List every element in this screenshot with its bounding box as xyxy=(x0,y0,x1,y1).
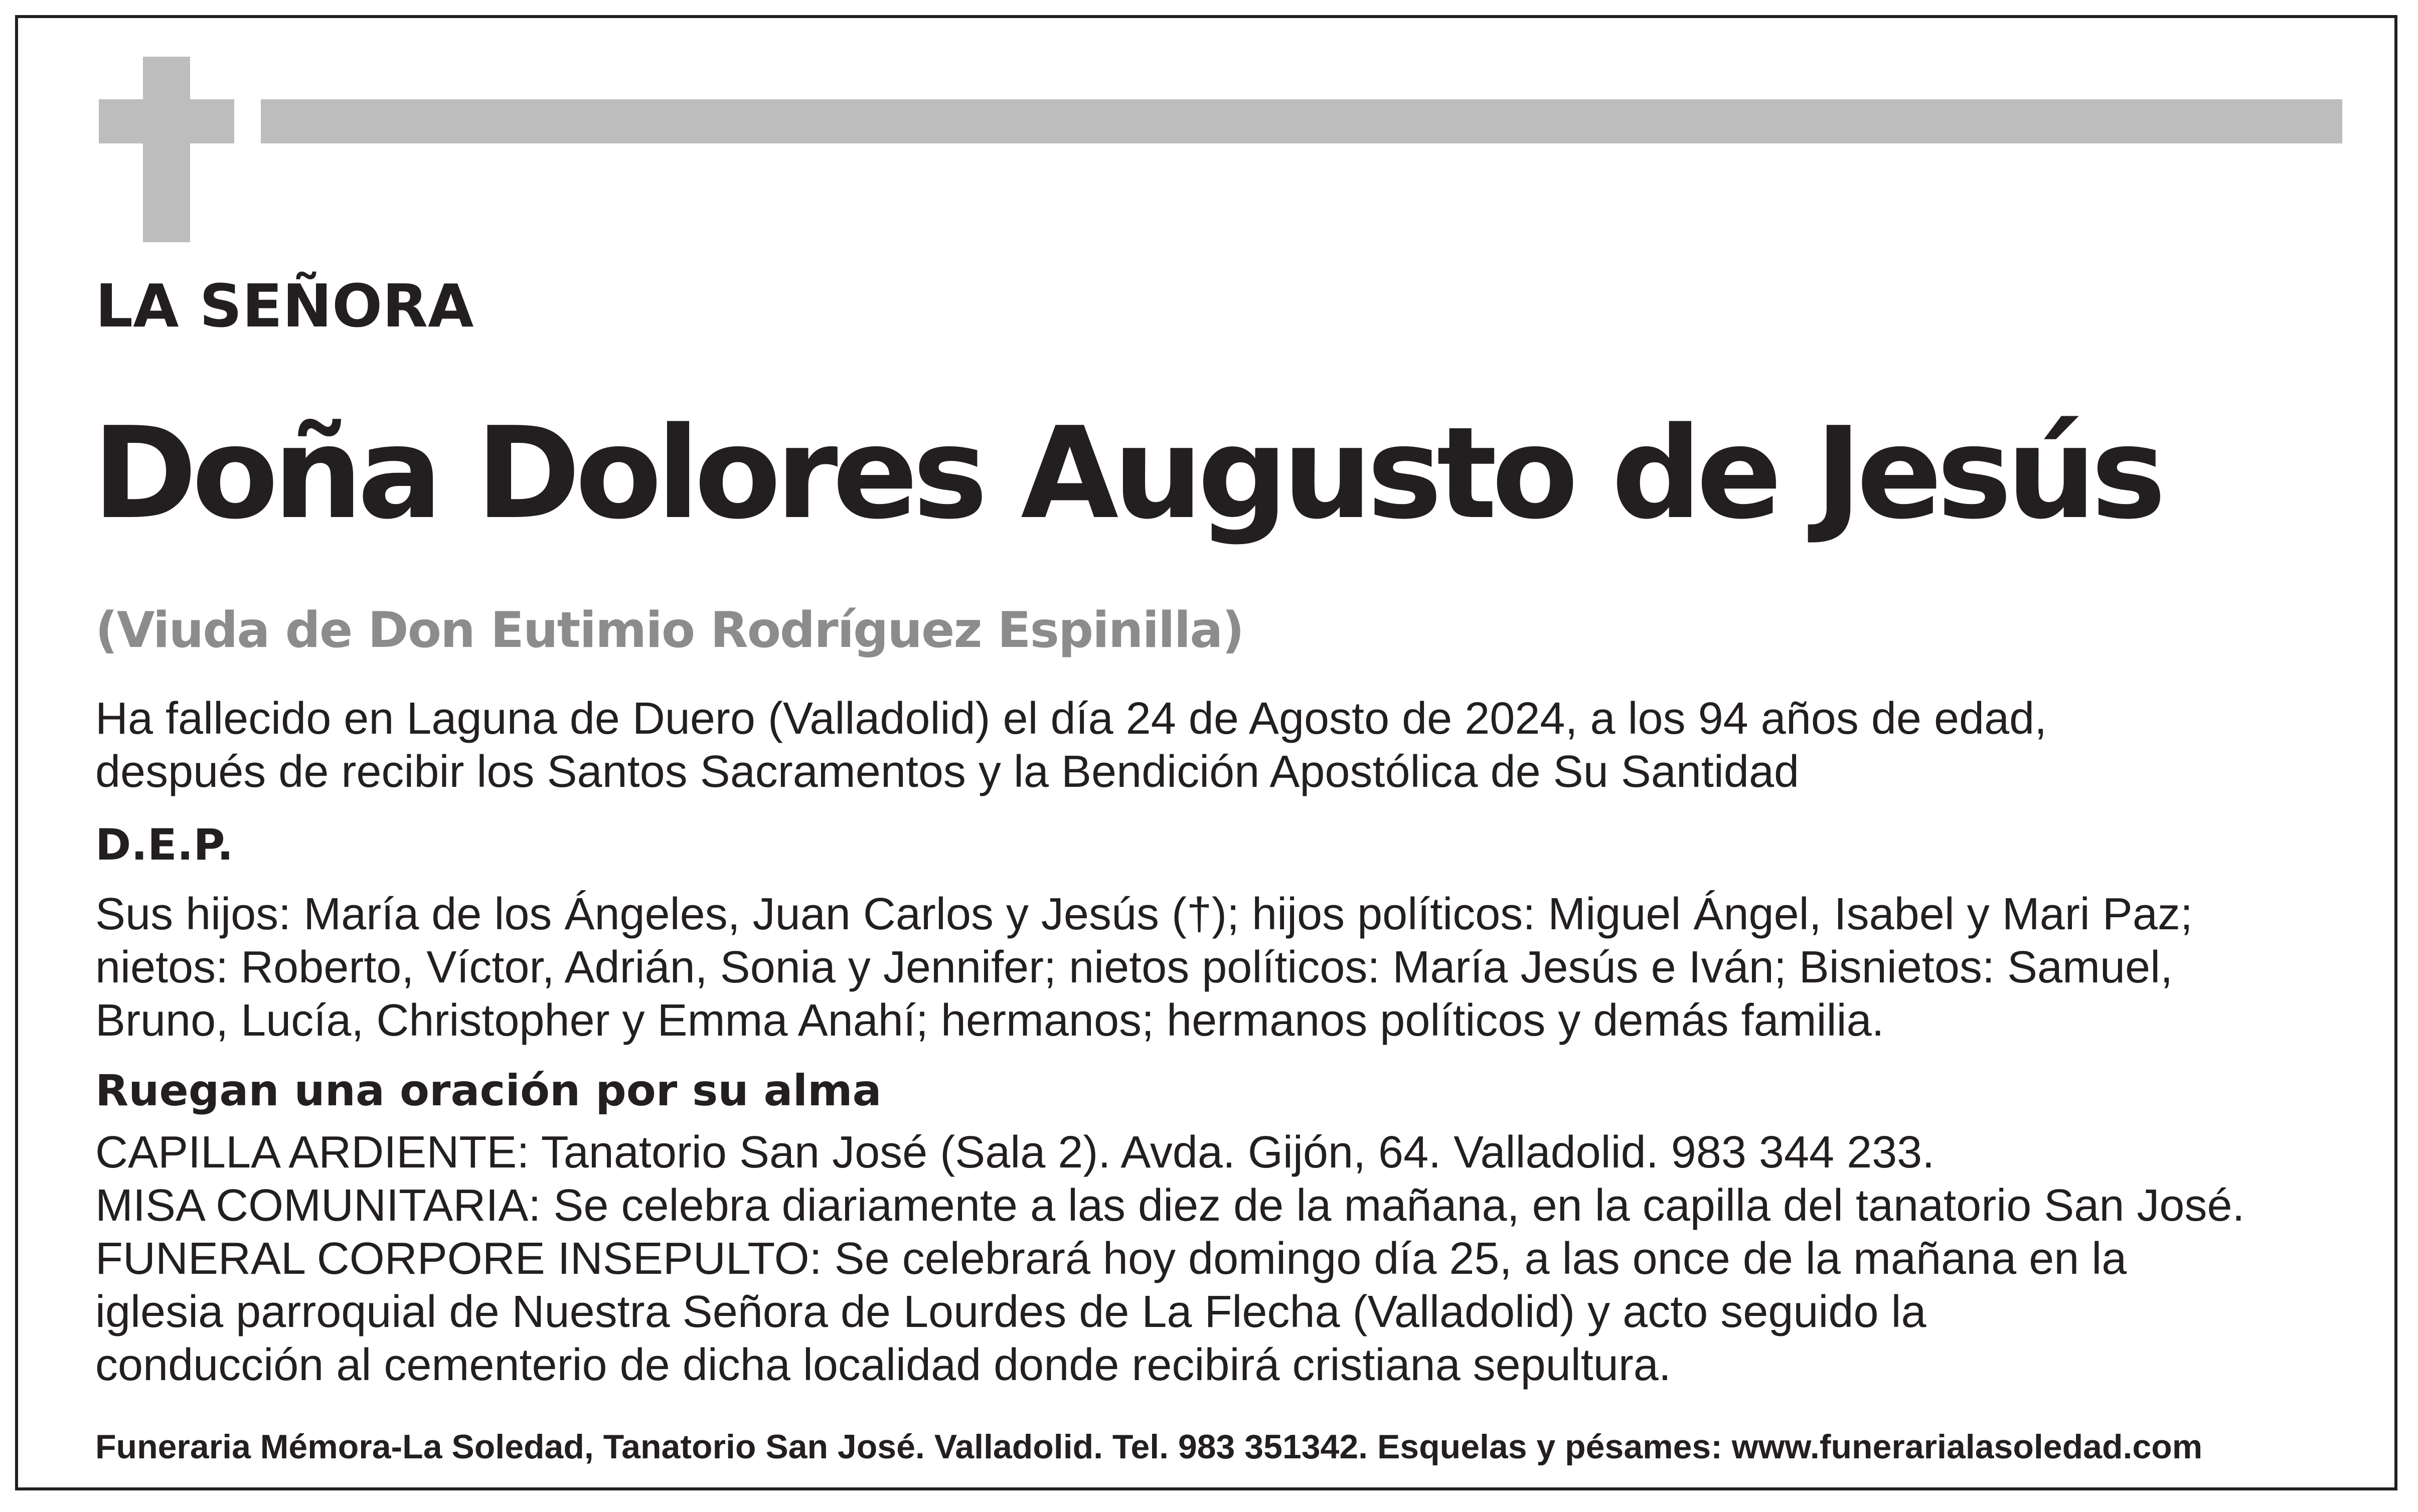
death-line: Ha fallecido en Laguna de Duero (Valladolid) el día 24 de Agosto de 2024, a los 94 años de edad, xyxy=(95,694,2047,744)
funeral-home-footer: Funeraria Mémora-La Soledad, Tanatorio San José. Valladolid. Tel. 983 351342. Esquelas y pésames: www.funerarialasoledad.com xyxy=(95,1428,2203,1466)
prayer-request: Ruegan una oración por su alma xyxy=(95,1066,882,1116)
services-paragraph xyxy=(95,1126,2245,1392)
cross-vertical-bar xyxy=(143,57,190,242)
service-line: iglesia parroquial de Nuestra Señora de Lourdes de La Flecha (Valladolid) y acto seguido la xyxy=(95,1287,1926,1337)
family-line: nietos: Roberto, Víctor, Adrián, Sonia y Jennifer; nietos políticos: María Jesús e Iván; Bisnietos: Samuel, xyxy=(95,942,2173,992)
header-rule xyxy=(261,99,2342,143)
deceased-name: Doña Dolores Augusto de Jesús xyxy=(92,400,2161,547)
service-line: FUNERAL CORPORE INSEPULTO: Se celebrará hoy domingo día 25, a las once de la mañana en la xyxy=(95,1234,2127,1284)
death-paragraph xyxy=(95,692,2047,798)
service-line: CAPILLA ARDIENTE: Tanatorio San José (Sala 2). Avda. Gijón, 64. Valladolid. 983 344 233. xyxy=(95,1127,1935,1178)
cross-horizontal-bar xyxy=(99,99,234,143)
death-line: después de recibir los Santos Sacramentos y la Bendición Apostólica de Su Santidad xyxy=(95,747,1800,797)
service-line: MISA COMUNITARIA: Se celebra diariamente a las diez de la mañana, en la capilla del tanatorio San José. xyxy=(95,1181,2245,1231)
family-paragraph xyxy=(95,888,2193,1047)
service-line: conducción al cementerio de dicha localidad donde recibirá cristiana sepultura. xyxy=(95,1340,1671,1390)
dep-label: D.E.P. xyxy=(95,820,234,870)
family-line: Bruno, Lucía, Christopher y Emma Anahí; hermanos; hermanos políticos y demás familia. xyxy=(95,995,1884,1046)
widow-subtitle: (Viuda de Don Eutimio Rodríguez Espinilla) xyxy=(95,602,1244,659)
family-line: Sus hijos: María de los Ángeles, Juan Carlos y Jesús (†); hijos políticos: Miguel Ángel, Isabel y Mari Paz; xyxy=(95,889,2193,939)
notice-heading: LA SEÑORA xyxy=(95,271,474,341)
